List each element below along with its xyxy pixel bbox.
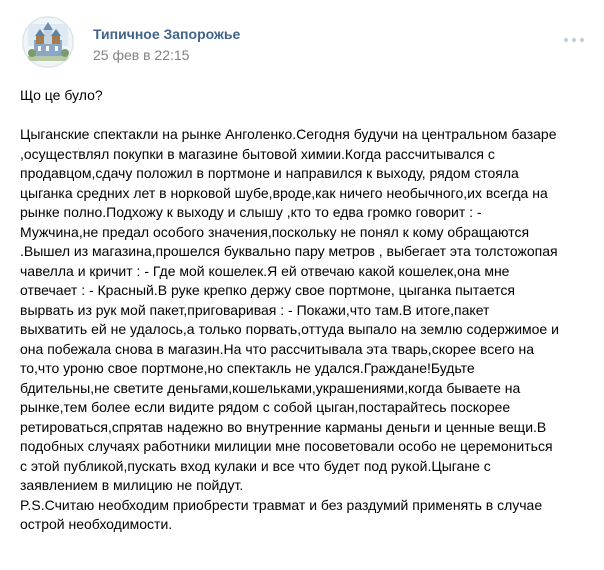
post-ps: P.S.Считаю необходим приобрести травмат и без раздумий применять в случае острой необходимости. bbox=[20, 496, 543, 532]
more-dots-icon[interactable] bbox=[562, 32, 586, 42]
city-building-avatar-icon[interactable] bbox=[22, 16, 74, 68]
post-intro: Що це було? bbox=[20, 87, 103, 103]
post-story: Цыганские спектакли на рынке Анголенко.Сегодня будучи на центральном базаре ,осуществлял покупки в магазине бытовой химии.Когда рассчитывался с продавцом,сдачу положил в портмоне и направился к выходу, рядом стояла цыганка средних лет в норковой шубе,вроде,как ничего необычного,их всегда на рынке полно.Подхожу к выходу и слышу ,кто то едва громко говорит : - Мужчина,не предал особого значения,поскольку не понял к кому обращаются .Вышел из магазина,прошелся буквально пару метров , выбегает эта толстожопая чавелла и кричит : - Где мой кошелек.Я ей отвечаю какой кошелек,она мне отвечает : - Красный.В руке крепко держу свое портмоне, цыганка пытается вырвать из рук мой пакет,приговаривая : - Покажи,что там.В итоге,пакет выхватить ей не удалось,а только порвать,оттуда выпало на землю содержимое и она побежала снова в магазин.На что рассчитывала эта тварь,скорее всего на то,что уроню свое портмоне,но спектакль не удался.Граждане!Будьте бдительны,не светите деньгами,кошельками,украшениями,когда бываете на рынке,тем более если видите рядом с собой цыган,постарайтесь поскорее ретироваться,спрятав надежно во внутренние карманы деньги и ценные вещи.В подобных случаях работники милиции мне посоветовали особо не церемониться с этой публикой,пускать вход кулаки и все что будет под рукой.Цыгане с заявлением в милицию не пойдут. bbox=[20, 126, 559, 493]
paragraph-gap bbox=[20, 106, 592, 126]
post-text bbox=[20, 86, 592, 535]
post-header bbox=[20, 14, 590, 74]
post-date[interactable]: 25 фев в 22:15 bbox=[93, 47, 190, 63]
group-name-link[interactable]: Типичное Запорожье bbox=[93, 26, 241, 42]
